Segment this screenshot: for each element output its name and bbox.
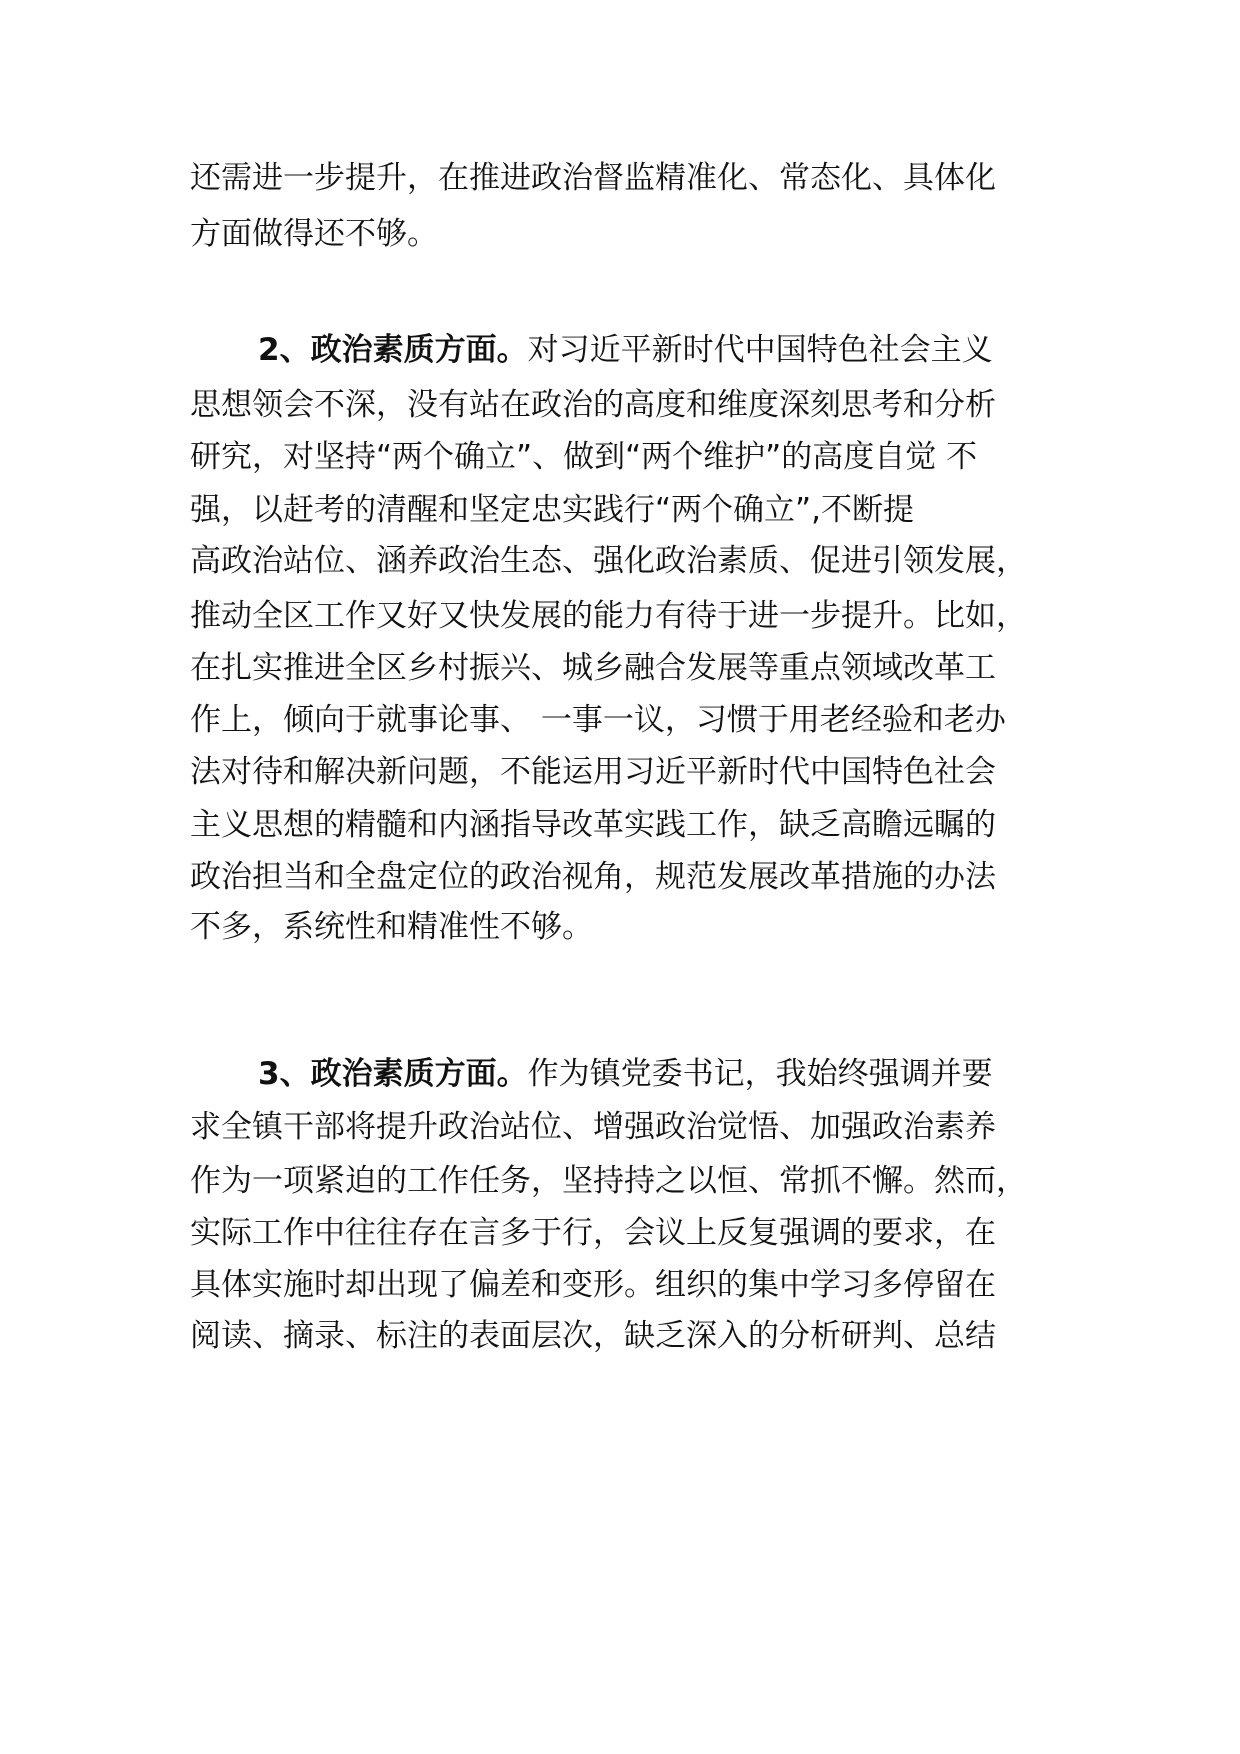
paragraph-2-line-8: 作上，倾向于就事论事、 一事一议，习惯于用老经验和老办 bbox=[190, 702, 1006, 738]
paragraph-2-line-3: 研究，对坚持“两个确立”、做到“两个维护”的高度自觉 不 bbox=[190, 439, 978, 475]
paragraph-3-first-line-text: 作为镇党委书记，我始终强调并要 bbox=[527, 1056, 993, 1092]
paragraph-2-line-1 bbox=[258, 330, 993, 370]
paragraph-2-line-5: 高政治站位、涵养政治生态、强化政治素质、促进引领发展， bbox=[190, 543, 1027, 579]
paragraph-1-line-2: 方面做得还不够。 bbox=[190, 216, 438, 252]
paragraph-2-line-4: 强，以赶考的清醒和坚定忠实践行“两个确立”,不断提 bbox=[190, 492, 914, 528]
paragraph-3-line-5: 具体实施时却出现了偏差和变形。组织的集中学习多停留在 bbox=[190, 1267, 996, 1303]
paragraph-3-line-1 bbox=[258, 1054, 993, 1094]
paragraph-2-line-6: 推动全区工作又好又快发展的能力有待于进一步提升。比如， bbox=[190, 598, 1027, 634]
paragraph-3-heading: 3、政治素质方面。 bbox=[258, 1056, 528, 1092]
paragraph-2-line-10: 主义思想的精髓和内涵指导改革实践工作，缺乏高瞻远瞩的 bbox=[190, 807, 996, 843]
paragraph-3-line-3: 作为一项紧迫的工作任务，坚持持之以恒、常抓不懈。然而， bbox=[190, 1163, 1027, 1199]
paragraph-2-line-9: 法对待和解决新问题，不能运用习近平新时代中国特色社会 bbox=[190, 754, 996, 790]
paragraph-3-line-6: 阅读、摘录、标注的表面层次，缺乏深入的分析研判、总结 bbox=[190, 1318, 996, 1354]
paragraph-3-line-4: 实际工作中往往存在言多于行，会议上反复强调的要求，在 bbox=[190, 1215, 996, 1251]
paragraph-2-first-line-text: 对习近平新时代中国特色社会主义 bbox=[527, 332, 993, 368]
paragraph-2-line-11: 政治担当和全盘定位的政治视角，规范发展改革措施的办法 bbox=[190, 859, 996, 895]
paragraph-2-line-12: 不多，系统性和精准性不够。 bbox=[190, 909, 593, 945]
paragraph-2-heading: 2、政治素质方面。 bbox=[258, 332, 528, 368]
paragraph-2-line-7: 在扎实推进全区乡村振兴、城乡融合发展等重点领域改革工 bbox=[190, 650, 996, 686]
paragraph-1-line-1: 还需进一步提升，在推进政治督监精准化、常态化、具体化 bbox=[190, 160, 996, 196]
paragraph-3-line-2: 求全镇干部将提升政治站位、增强政治觉悟、加强政治素养 bbox=[190, 1109, 996, 1145]
paragraph-2-line-2: 思想领会不深，没有站在政治的高度和维度深刻思考和分析 bbox=[190, 387, 996, 423]
